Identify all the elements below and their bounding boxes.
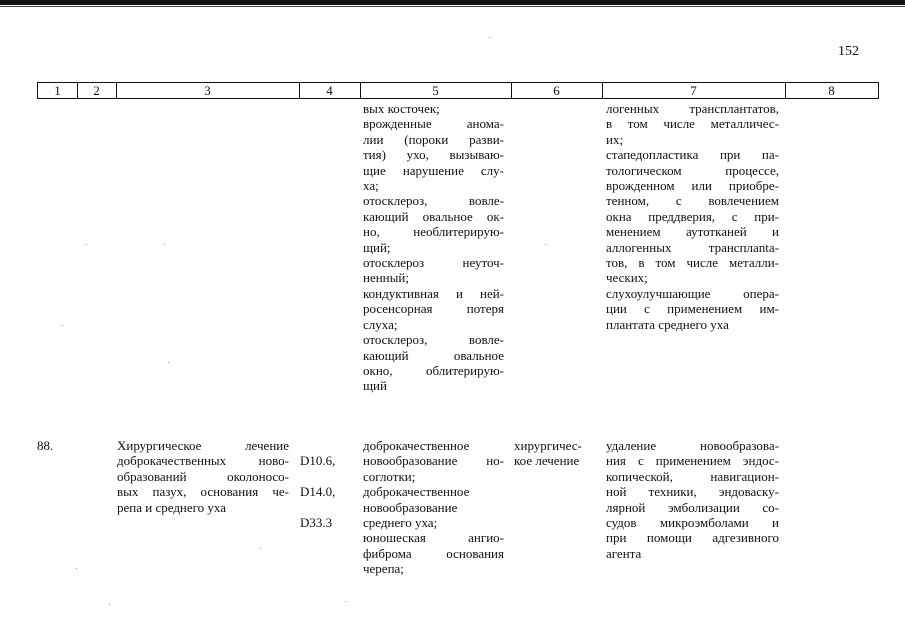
text-line: щий xyxy=(363,378,387,394)
text-line: щий; xyxy=(363,239,391,255)
text-line: ной техники, эндоваску- xyxy=(606,484,779,500)
text-line: лии (пороки разви- xyxy=(363,131,504,147)
text-line: Хирургическое лечение xyxy=(117,438,289,453)
text-line: их; xyxy=(606,131,624,147)
text-line: ческих; xyxy=(606,270,648,286)
text-line: слуха; xyxy=(363,316,398,332)
header-cell-1: 1 xyxy=(38,83,78,98)
scan-speck xyxy=(260,548,261,549)
header-cell-4: 4 xyxy=(299,83,361,98)
scan-speck xyxy=(168,362,169,363)
row88-icd-codes xyxy=(300,438,346,546)
table-header-row xyxy=(37,82,879,99)
header-cell-3: 3 xyxy=(116,83,300,98)
text-line: агента xyxy=(606,545,642,561)
text-line: стапедопластика при па- xyxy=(606,147,779,163)
text-line: доброкачественное xyxy=(363,438,470,453)
text-line: фиброма основания xyxy=(363,545,504,561)
header-cell-2: 2 xyxy=(77,83,117,98)
text-line: окно, облитерирую- xyxy=(363,362,504,378)
text-line: кающий овальное xyxy=(363,347,504,363)
row88-treatment-type xyxy=(514,438,598,469)
text-line: ции с применением им- xyxy=(606,301,779,317)
text-line: кое лечение xyxy=(514,453,580,469)
text-line: отосклероз неуточ- xyxy=(363,255,504,271)
text-line: лярной эмболизации со- xyxy=(606,499,779,515)
scan-speck xyxy=(62,325,63,326)
text-line: врожденные анома- xyxy=(363,116,504,132)
header-cell-5: 5 xyxy=(360,83,512,98)
text-line: логенных трансплантатов, xyxy=(606,101,779,116)
row88-diagnoses xyxy=(363,438,504,577)
row-number: 88. xyxy=(37,438,54,453)
scan-speck xyxy=(545,244,546,245)
text-line: хирургичес- xyxy=(514,438,582,453)
text-line: тенном, с вовлечением xyxy=(606,193,779,209)
text-line: образований околоносо- xyxy=(117,468,289,484)
text-line: доброкачественных ново- xyxy=(117,453,289,469)
text-line: новообразование xyxy=(363,499,458,515)
scan-speck xyxy=(86,244,87,245)
icd-code: D10.6, xyxy=(300,453,336,469)
page-number: 152 xyxy=(838,44,859,59)
text-line: аллогенных трансплanta- xyxy=(606,239,779,255)
text-line: тологическом процессе, xyxy=(606,162,779,178)
text-line: ха; xyxy=(363,178,379,194)
text-line: среднего уха; xyxy=(363,515,438,531)
text-line: щие нарушение слу- xyxy=(363,162,504,178)
text-line: кондуктивная и ней- xyxy=(363,285,504,301)
text-line: удаление новообразова- xyxy=(606,438,779,453)
icd-code: D14.0, xyxy=(300,484,336,500)
text-line: тия) ухо, вызываю- xyxy=(363,147,504,163)
text-line: ненный; xyxy=(363,270,409,286)
continuation-diagnoses-cell xyxy=(363,101,504,394)
text-line: врожденном или приобре- xyxy=(606,178,779,194)
text-line: кающий овальное ок- xyxy=(363,208,504,224)
scan-speck xyxy=(345,601,346,602)
text-line: копической, навигацион- xyxy=(606,468,779,484)
text-line: в том числе металличес- xyxy=(606,116,779,132)
continuation-treatment-method-cell xyxy=(606,101,779,332)
text-line: плантата среднего уха xyxy=(606,316,729,332)
text-line: но, необлитерирую- xyxy=(363,224,504,240)
text-line: вых косточек; xyxy=(363,101,440,116)
text-line: черепа; xyxy=(363,561,404,577)
text-line: репа и среднего уха xyxy=(117,499,227,515)
text-line: слухоулучшающие опера- xyxy=(606,285,779,301)
text-line: окна преддверия, с при- xyxy=(606,208,779,224)
header-cell-6: 6 xyxy=(511,83,603,98)
text-line: отосклероз, вовле- xyxy=(363,332,504,348)
top-border-rule-thin xyxy=(0,6,905,7)
scan-speck xyxy=(76,568,77,569)
text-line: юношеская ангио- xyxy=(363,530,504,546)
text-line: отосклероз, вовле- xyxy=(363,193,504,209)
text-line: судов микроэмболами и xyxy=(606,515,779,531)
row88-procedure-name xyxy=(117,438,289,515)
text-line: вых пазух, основания че- xyxy=(117,484,289,500)
text-line: доброкачественное xyxy=(363,484,470,500)
text-line: росенсорная потеря xyxy=(363,301,504,317)
scan-speck xyxy=(109,604,110,605)
row88-treatment-method xyxy=(606,438,779,561)
scan-speck xyxy=(164,244,165,245)
icd-code: D33.3 xyxy=(300,515,333,531)
text-line: соглотки; xyxy=(363,468,416,484)
text-line: тов, в том числе металли- xyxy=(606,255,779,271)
text-line: при помощи адгезивного xyxy=(606,530,779,546)
text-line: новообразование но- xyxy=(363,453,504,469)
header-cell-8: 8 xyxy=(828,83,835,98)
top-border-rule xyxy=(0,0,905,5)
text-line: ния с применением эндос- xyxy=(606,453,779,469)
header-cell-7: 7 xyxy=(602,83,786,98)
text-line: менением аутотканей и xyxy=(606,224,779,240)
scan-speck xyxy=(489,37,490,38)
